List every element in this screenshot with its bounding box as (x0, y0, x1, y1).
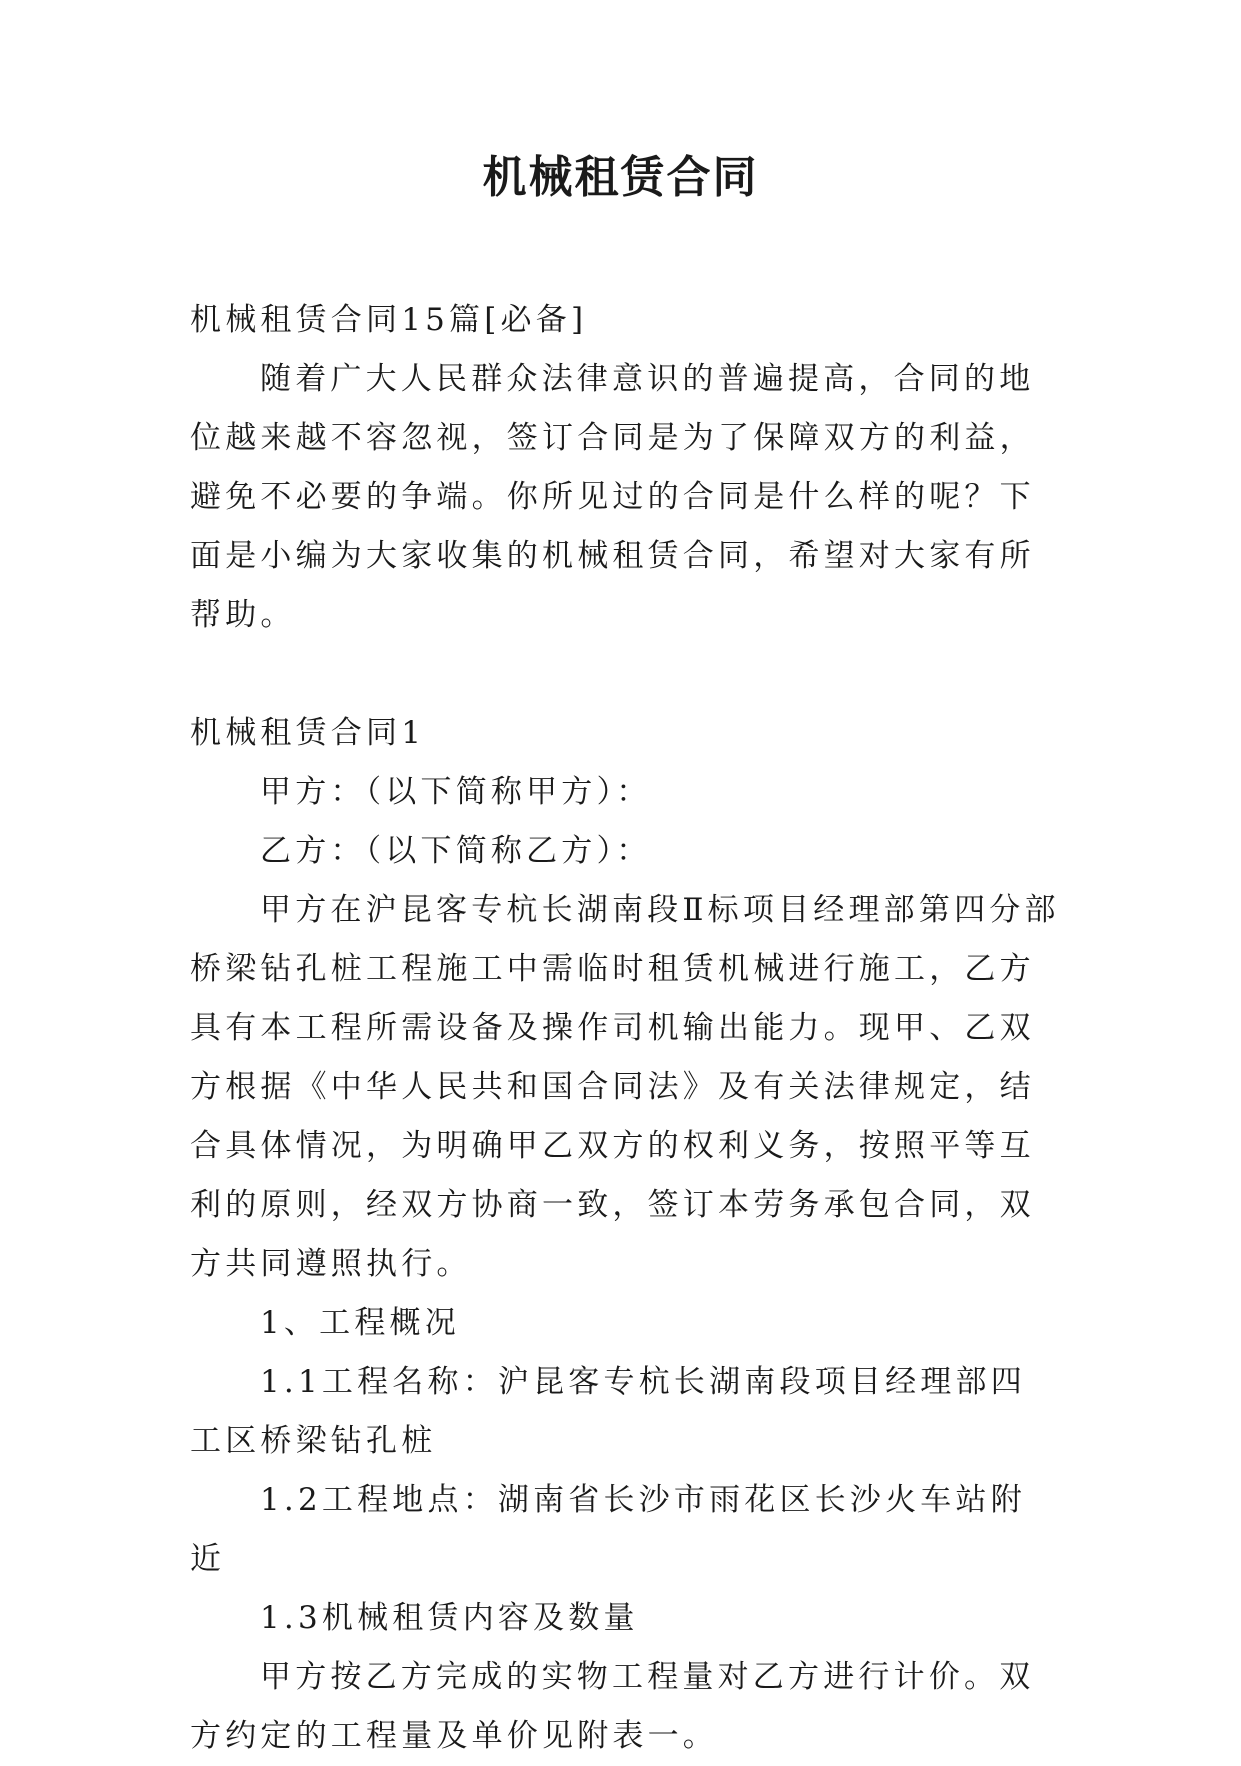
clause-1-heading: 1、工程概况 (260, 1305, 460, 1341)
party-b-line: 乙方：（以下简称乙方）： (260, 833, 652, 869)
intro-paragraph: 随着广大人民群众法律意识的普遍提高，合同的地位越来越不容忽视，签订合同是为了保障双方的利益，避免不必要的争端。你所见过的合同是什么样的呢？下面是小编为大家收集的机械租赁合同，希望对大家有所帮助。 (190, 361, 1035, 633)
clause-1-3: 1.3机械租赁内容及数量 (260, 1600, 639, 1636)
document-heading: 机械租赁合同15篇[必备] (190, 302, 588, 338)
party-a-line: 甲方：（以下简称甲方）： (260, 774, 652, 810)
clause-1-2: 1.2工程地点：湖南省长沙市雨花区长沙火车站附近 (190, 1482, 1026, 1577)
document-body (190, 291, 1060, 1766)
clause-1-1: 1.1工程名称：沪昆客专杭长湖南段项目经理部四工区桥梁钻孔桩 (190, 1364, 1026, 1459)
clause-1-3-text: 甲方按乙方完成的实物工程量对乙方进行计价。双方约定的工程量及单价见附表一。 (190, 1659, 1035, 1754)
section-title: 机械租赁合同1 (190, 715, 426, 751)
document-title: 机械租赁合同 (482, 152, 759, 203)
preamble-paragraph: 甲方在沪昆客专杭长湖南段Ⅱ标项目经理部第四分部桥梁钻孔桩工程施工中需临时租赁机械进行施工，乙方具有本工程所需设备及操作司机输出能力。现甲、乙双方根据《中华人民共和国合同法》及有关法律规定，结合具体情况，为明确甲乙双方的权利义务，按照平等互利的原则，经双方协商一致，签订本劳务承包合同，双方共同遵照执行。 (190, 892, 1060, 1282)
